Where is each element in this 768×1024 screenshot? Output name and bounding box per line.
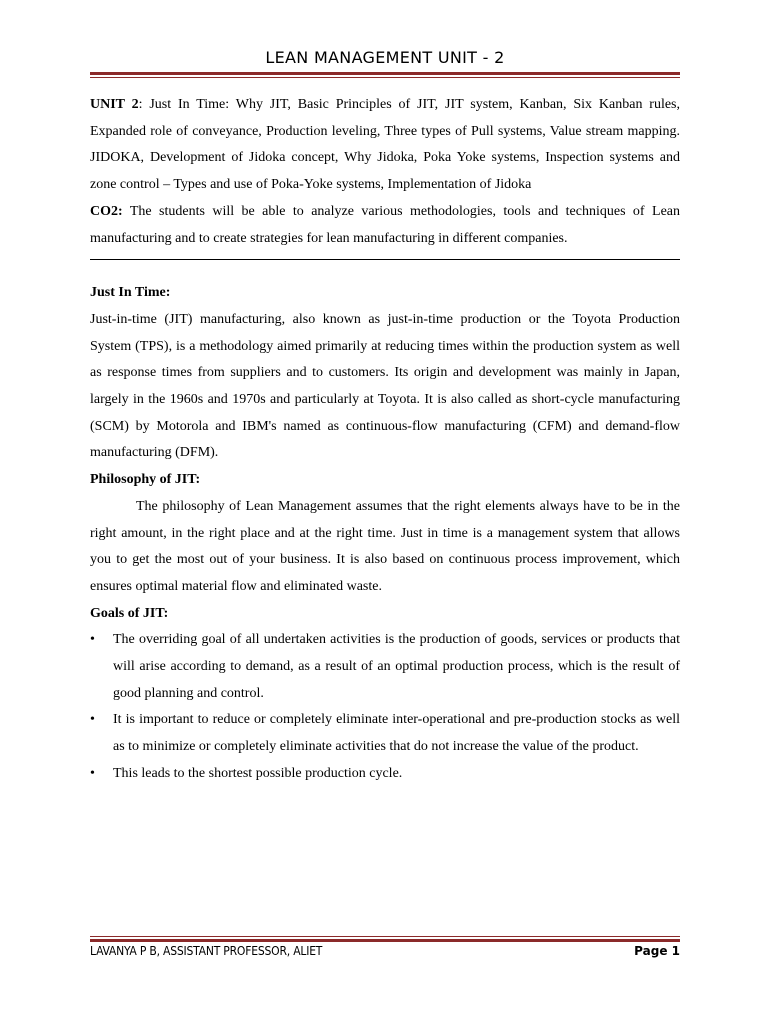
bullet-icon: • bbox=[90, 765, 95, 781]
section-divider bbox=[90, 259, 680, 260]
co2-label: CO2: bbox=[90, 203, 123, 219]
list-item bbox=[90, 627, 680, 707]
goal-text: This leads to the shortest possible production cycle. bbox=[113, 765, 403, 781]
page-content bbox=[90, 92, 680, 788]
goals-list bbox=[90, 627, 680, 787]
goals-heading: Goals of JIT: bbox=[90, 605, 169, 621]
philosophy-heading: Philosophy of JIT: bbox=[90, 472, 201, 488]
footer-author: LAVANYA P B, ASSISTANT PROFESSOR, ALIET bbox=[90, 944, 323, 958]
page-number: Page 1 bbox=[634, 944, 680, 958]
jit-heading: Just In Time: bbox=[90, 285, 171, 301]
bullet-icon: • bbox=[90, 712, 95, 728]
unit-syllabus-paragraph bbox=[90, 92, 680, 199]
header-rule-thick bbox=[90, 72, 680, 75]
list-item bbox=[90, 761, 680, 788]
co2-paragraph bbox=[90, 199, 680, 252]
co2-text: The students will be able to analyze various methodologies, tools and techniques of Lean manufacturing and to create strategies for lean manufacturing in different companies. bbox=[90, 203, 680, 246]
footer-rule-thin bbox=[90, 936, 680, 937]
unit-text: : Just In Time: Why JIT, Basic Principles of JIT, JIT system, Kanban, Six Kanban rules, Expanded role of conveyance, Production leveling, Three types of Pull systems, Value stream mapping. JIDOKA, Development of Jidoka concept, Why Jidoka, Poka Yoke systems, Inspection systems and zone control – Types and use of Poka-Yoke systems, Implementation of Jidoka bbox=[90, 97, 680, 193]
bullet-icon: • bbox=[90, 632, 95, 648]
footer-rule-thick bbox=[90, 939, 680, 942]
philosophy-paragraph: The philosophy of Lean Management assumes that the right elements always have to be in the right amount, in the right place and at the right time. Just in time is a management system that allows you to get the most out of your business. It is also based on continuous process improvement, which ensures optimal material flow and eliminated waste. bbox=[90, 498, 680, 594]
header-rule-thin bbox=[90, 77, 680, 78]
jit-paragraph: Just-in-time (JIT) manufacturing, also known as just-in-time production or the Toyota Production System (TPS), is a methodology aimed primarily at reducing times within the production system as well as response times from suppliers and to customers. Its origin and development was mainly in Japan, largely in the 1960s and 1970s and particularly at Toyota. It is also called as short-cycle manufacturing (SCM) by Motorola and IBM's named as continuous-flow manufacturing (CFM) and demand-flow manufacturing (DFM). bbox=[90, 311, 680, 461]
goal-text: It is important to reduce or completely eliminate inter-operational and pre-production stocks as well as to minimize or completely eliminate activities that do not increase the value of the product. bbox=[113, 712, 680, 755]
unit-label: UNIT 2 bbox=[90, 97, 139, 112]
page-header-title: LEAN MANAGEMENT UNIT - 2 bbox=[265, 48, 505, 67]
list-item bbox=[90, 707, 680, 760]
goal-text: The overriding goal of all undertaken activities is the production of goods, services or products that will arise according to demand, as a result of an optimal production process, which is the result of good planning and control. bbox=[113, 632, 680, 701]
